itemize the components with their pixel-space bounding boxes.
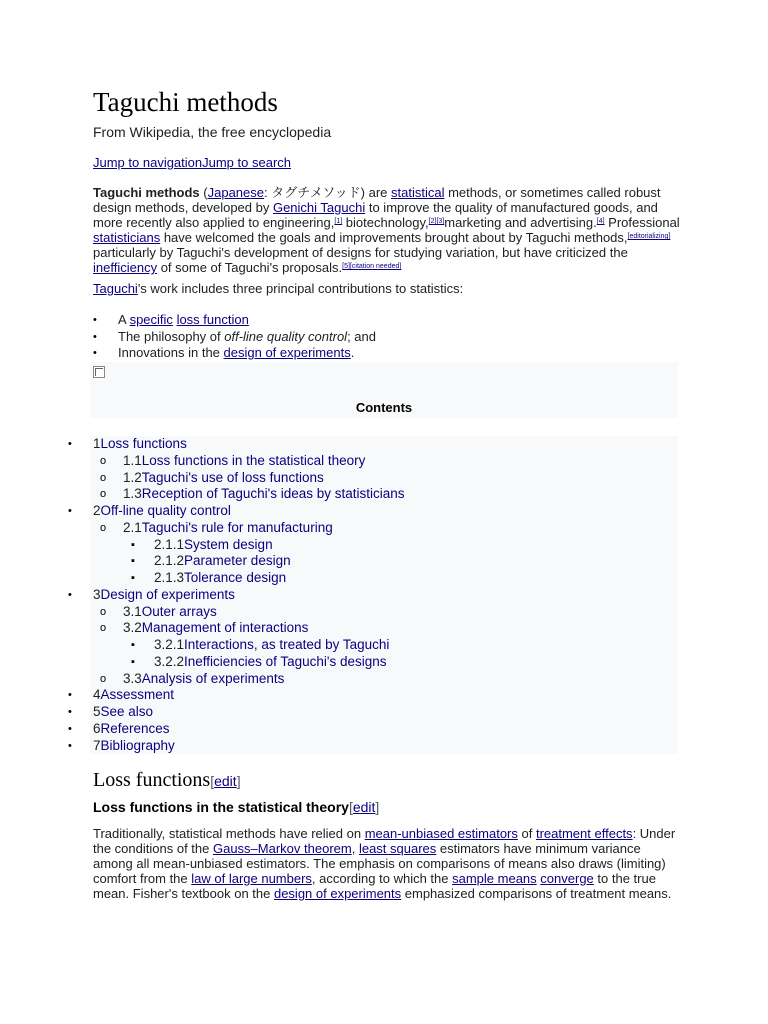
intro-text: particularly by Taguchi's development of designs for studying variation, but have criticized the xyxy=(93,245,628,260)
toc-item-number: 4 xyxy=(93,687,101,703)
toc-item-label[interactable]: Interactions, as treated by Taguchi xyxy=(184,637,390,652)
body-text: , xyxy=(351,841,359,856)
toc-item-number: 1.1 xyxy=(123,452,142,468)
toc-item-number: 2.1.3 xyxy=(154,570,185,585)
design-of-experiments-body-link[interactable]: design of experiments xyxy=(273,886,402,901)
toc-bullet-marker: o xyxy=(100,488,107,501)
toc-item[interactable] xyxy=(0,704,678,721)
list-item xyxy=(93,345,376,362)
section-heading-loss-functions xyxy=(93,768,241,793)
toc-item-label[interactable]: Off-line quality control xyxy=(100,503,231,518)
toc-item-label[interactable]: System design xyxy=(184,536,273,552)
intro-text: methods, or sometimes called robust design methods, developed by xyxy=(93,185,661,215)
page-title: Taguchi methods xyxy=(93,87,278,117)
toc-item[interactable] xyxy=(0,604,678,621)
inefficiency-link[interactable]: inefficiency xyxy=(93,260,158,275)
body-text: : Under the conditions of the xyxy=(93,826,676,856)
body-text: of xyxy=(517,826,536,841)
toc-item-label[interactable]: Taguchi's use of loss functions xyxy=(141,469,324,485)
toc-item[interactable] xyxy=(0,503,678,520)
jump-to-search-link[interactable]: Jump to search xyxy=(202,155,291,170)
body-text: to the true mean. Fisher's textbook on the xyxy=(93,871,656,901)
list-item-text: . xyxy=(350,345,355,360)
citation-needed-link[interactable]: [citation needed] xyxy=(349,263,402,270)
toc-bullet-marker: • xyxy=(68,505,72,517)
list-item xyxy=(93,312,376,329)
toc-item-label[interactable]: Outer arrays xyxy=(141,603,217,619)
toc-bullet-marker: o xyxy=(100,672,107,685)
mean-unbiased-estimators-link[interactable]: mean-unbiased estimators xyxy=(364,826,518,841)
page-tagline: From Wikipedia, the free encyclopedia xyxy=(93,124,332,140)
toc-item-label[interactable]: Inefficiencies of Taguchi's designs xyxy=(184,653,387,669)
ref-1-link[interactable]: [1] xyxy=(334,218,343,225)
list-item-text: ; and xyxy=(347,328,376,344)
japanese-link[interactable]: Japanese xyxy=(207,185,264,200)
list-item xyxy=(93,329,376,346)
toc-item-number: 2 xyxy=(93,503,101,518)
edit-section-link[interactable]: edit xyxy=(214,773,237,789)
edit-subsection-link[interactable]: edit xyxy=(352,799,376,815)
jump-links xyxy=(93,155,291,170)
edit-bracket: ] xyxy=(375,799,380,815)
ref-5-link[interactable]: [5] xyxy=(342,263,350,270)
toc-item[interactable] xyxy=(0,637,678,654)
toc-item-number: 3.1 xyxy=(123,603,142,619)
statistical-link[interactable]: statistical xyxy=(391,185,445,200)
toc-item[interactable] xyxy=(0,486,678,503)
jump-to-navigation-link[interactable]: Jump to navigation xyxy=(93,155,203,170)
toc-bullet-marker: o xyxy=(100,622,107,635)
toc-item[interactable] xyxy=(0,453,678,470)
toc-bullet-marker: • xyxy=(68,689,72,702)
toc-bullet-marker: • xyxy=(68,739,72,752)
specific-link[interactable]: specific xyxy=(129,312,173,327)
toc-title: Contents xyxy=(355,400,413,415)
toc-item-number: 3.2.2 xyxy=(154,653,185,669)
toc-item-label[interactable]: References xyxy=(100,720,170,736)
toc-item[interactable] xyxy=(0,687,678,704)
list-item-text: A xyxy=(118,312,130,327)
law-of-large-numbers-link[interactable]: law of large numbers xyxy=(191,871,312,886)
subsection-heading-text: Loss functions in the statistical theory xyxy=(93,799,349,815)
editorializing-link[interactable]: [editorializing] xyxy=(627,233,671,240)
intro-text: have welcomed the goals and improvements brought about by Taguchi methods, xyxy=(160,230,628,245)
intro-paragraph xyxy=(93,185,683,275)
section-heading-text: Loss functions xyxy=(93,769,211,791)
toc-item-number: 1 xyxy=(93,436,101,451)
edit-bracket: [ xyxy=(348,799,353,815)
toc-item-number: 2.1 xyxy=(123,519,142,535)
toc-item-number: 3.2.1 xyxy=(154,637,185,652)
toc-bullet-marker: ▪ xyxy=(131,655,135,668)
list-item-text: Innovations in the xyxy=(118,345,224,360)
converge-link[interactable]: converge xyxy=(540,871,594,886)
design-of-experiments-link[interactable]: design of experiments xyxy=(223,345,351,360)
toc-bullet-marker: • xyxy=(68,438,72,450)
ref-4-link[interactable]: [4] xyxy=(596,218,605,225)
toc-bullet-marker: • xyxy=(68,722,72,735)
body-text: Traditionally, statistical methods have relied on xyxy=(93,826,365,841)
toc-item[interactable] xyxy=(0,570,678,587)
toc-bullet-marker: o xyxy=(100,454,107,467)
toc-item-number: 3 xyxy=(93,586,101,602)
ref-2-link[interactable]: [2] xyxy=(428,218,437,225)
toc-item-label[interactable]: Taguchi's rule for manufacturing xyxy=(141,519,333,535)
toc-item[interactable] xyxy=(0,721,678,738)
toc-item-number: 3.2 xyxy=(123,620,142,636)
subsection-heading xyxy=(93,798,379,816)
toc-item-label[interactable]: Management of interactions xyxy=(141,620,309,636)
body-text: estimators have minimum variance among all mean-unbiased estimators. The emphasis on comparisons of means also draws (limiting) comfort from the xyxy=(93,841,666,886)
gauss-markov-link[interactable]: Gauss–Markov theorem xyxy=(212,841,352,856)
toc-toggle-checkbox[interactable] xyxy=(93,366,105,378)
toc-item[interactable] xyxy=(0,671,678,688)
toc-item[interactable] xyxy=(0,654,678,671)
toc-item-label[interactable]: Analysis of experiments xyxy=(141,670,285,686)
contributions-paragraph xyxy=(93,281,683,296)
toc-bullet-marker: ▪ xyxy=(131,572,135,584)
body-text: emphasized comparisons of treatment means. xyxy=(401,886,672,901)
body-text: , according to which the xyxy=(311,871,453,886)
toc-item[interactable] xyxy=(0,620,678,637)
edit-bracket: ] xyxy=(236,773,241,789)
intro-text: ( xyxy=(199,185,208,200)
toc-item-number: 1.2 xyxy=(123,469,142,485)
subsection-edit xyxy=(349,799,379,815)
toc-bullet-marker: o xyxy=(100,605,107,618)
toc-bullet-marker: • xyxy=(68,588,72,601)
toc-item-number: 2.1.1 xyxy=(154,536,185,552)
intro-text: marketing and advertising. xyxy=(444,215,597,230)
toc-item-label[interactable]: Loss functions xyxy=(100,436,187,451)
intro-text: : タグチメソッド) are xyxy=(264,185,392,200)
toc-bullet-marker: ▪ xyxy=(131,555,135,568)
toc-bullet-marker: ▪ xyxy=(131,639,135,651)
toc-bullet-marker: • xyxy=(68,706,72,718)
edit-bracket: [ xyxy=(210,773,215,789)
toc-item-label[interactable]: Assessment xyxy=(100,687,175,703)
toc-item-label[interactable]: Loss functions in the statistical theory xyxy=(141,452,366,468)
toc-item[interactable] xyxy=(0,436,678,453)
list-item-italic: off-line quality control xyxy=(224,328,348,344)
intro-text: to improve the quality of manufactured goods, and more recently also applied to engineering, xyxy=(93,200,658,230)
toc-item-label[interactable]: Design of experiments xyxy=(100,586,235,602)
toc-item-label[interactable]: Parameter design xyxy=(184,553,291,569)
toc-item-number: 5 xyxy=(93,704,101,719)
toc-item[interactable] xyxy=(0,587,678,604)
toc-item-number: 2.1.2 xyxy=(154,553,185,569)
toc-item[interactable] xyxy=(0,470,678,487)
toc-item-label[interactable]: See also xyxy=(100,704,154,719)
toc-item-label[interactable]: Reception of Taguchi's ideas by statisticians xyxy=(141,486,405,502)
loss-function-link[interactable]: loss function xyxy=(176,312,249,327)
least-squares-link[interactable]: least squares xyxy=(358,841,437,856)
section-edit xyxy=(210,773,240,789)
contributions-text: 's work includes three principal contributions to statistics: xyxy=(137,281,464,296)
sample-means-link[interactable]: sample means xyxy=(452,871,537,886)
treatment-effects-link[interactable]: treatment effects xyxy=(535,826,633,841)
toc-bullet-marker: o xyxy=(100,471,107,484)
toc-item[interactable] xyxy=(0,553,678,570)
toc-item-number: 7 xyxy=(93,737,101,753)
ref-3-link[interactable]: [3] xyxy=(436,218,445,225)
toc-item-number: 3.3 xyxy=(123,670,142,686)
toc-item-label[interactable]: Bibliography xyxy=(100,737,175,753)
intro-bold-term: Taguchi methods xyxy=(93,185,200,200)
toc-item[interactable] xyxy=(0,537,678,554)
intro-text: Professional xyxy=(604,215,680,230)
toc-item-label[interactable]: Tolerance design xyxy=(184,570,287,585)
toc-bullet-marker: o xyxy=(100,521,107,534)
toc-item[interactable] xyxy=(0,738,678,755)
statisticians-link[interactable]: statisticians xyxy=(93,230,161,245)
intro-text: of some of Taguchi's proposals. xyxy=(157,260,343,275)
toc-item-number: 6 xyxy=(93,720,101,736)
toc-item[interactable] xyxy=(0,520,678,537)
contributions-list xyxy=(93,312,376,362)
toc-bullet-marker: ▪ xyxy=(131,538,135,551)
genichi-taguchi-link[interactable]: Genichi Taguchi xyxy=(272,200,366,215)
body-paragraph xyxy=(93,826,683,901)
intro-text: biotechnology, xyxy=(342,215,429,230)
list-item-text: The philosophy of xyxy=(118,328,225,344)
toc-item-number: 1.3 xyxy=(123,486,142,502)
taguchi-link[interactable]: Taguchi xyxy=(93,281,138,296)
